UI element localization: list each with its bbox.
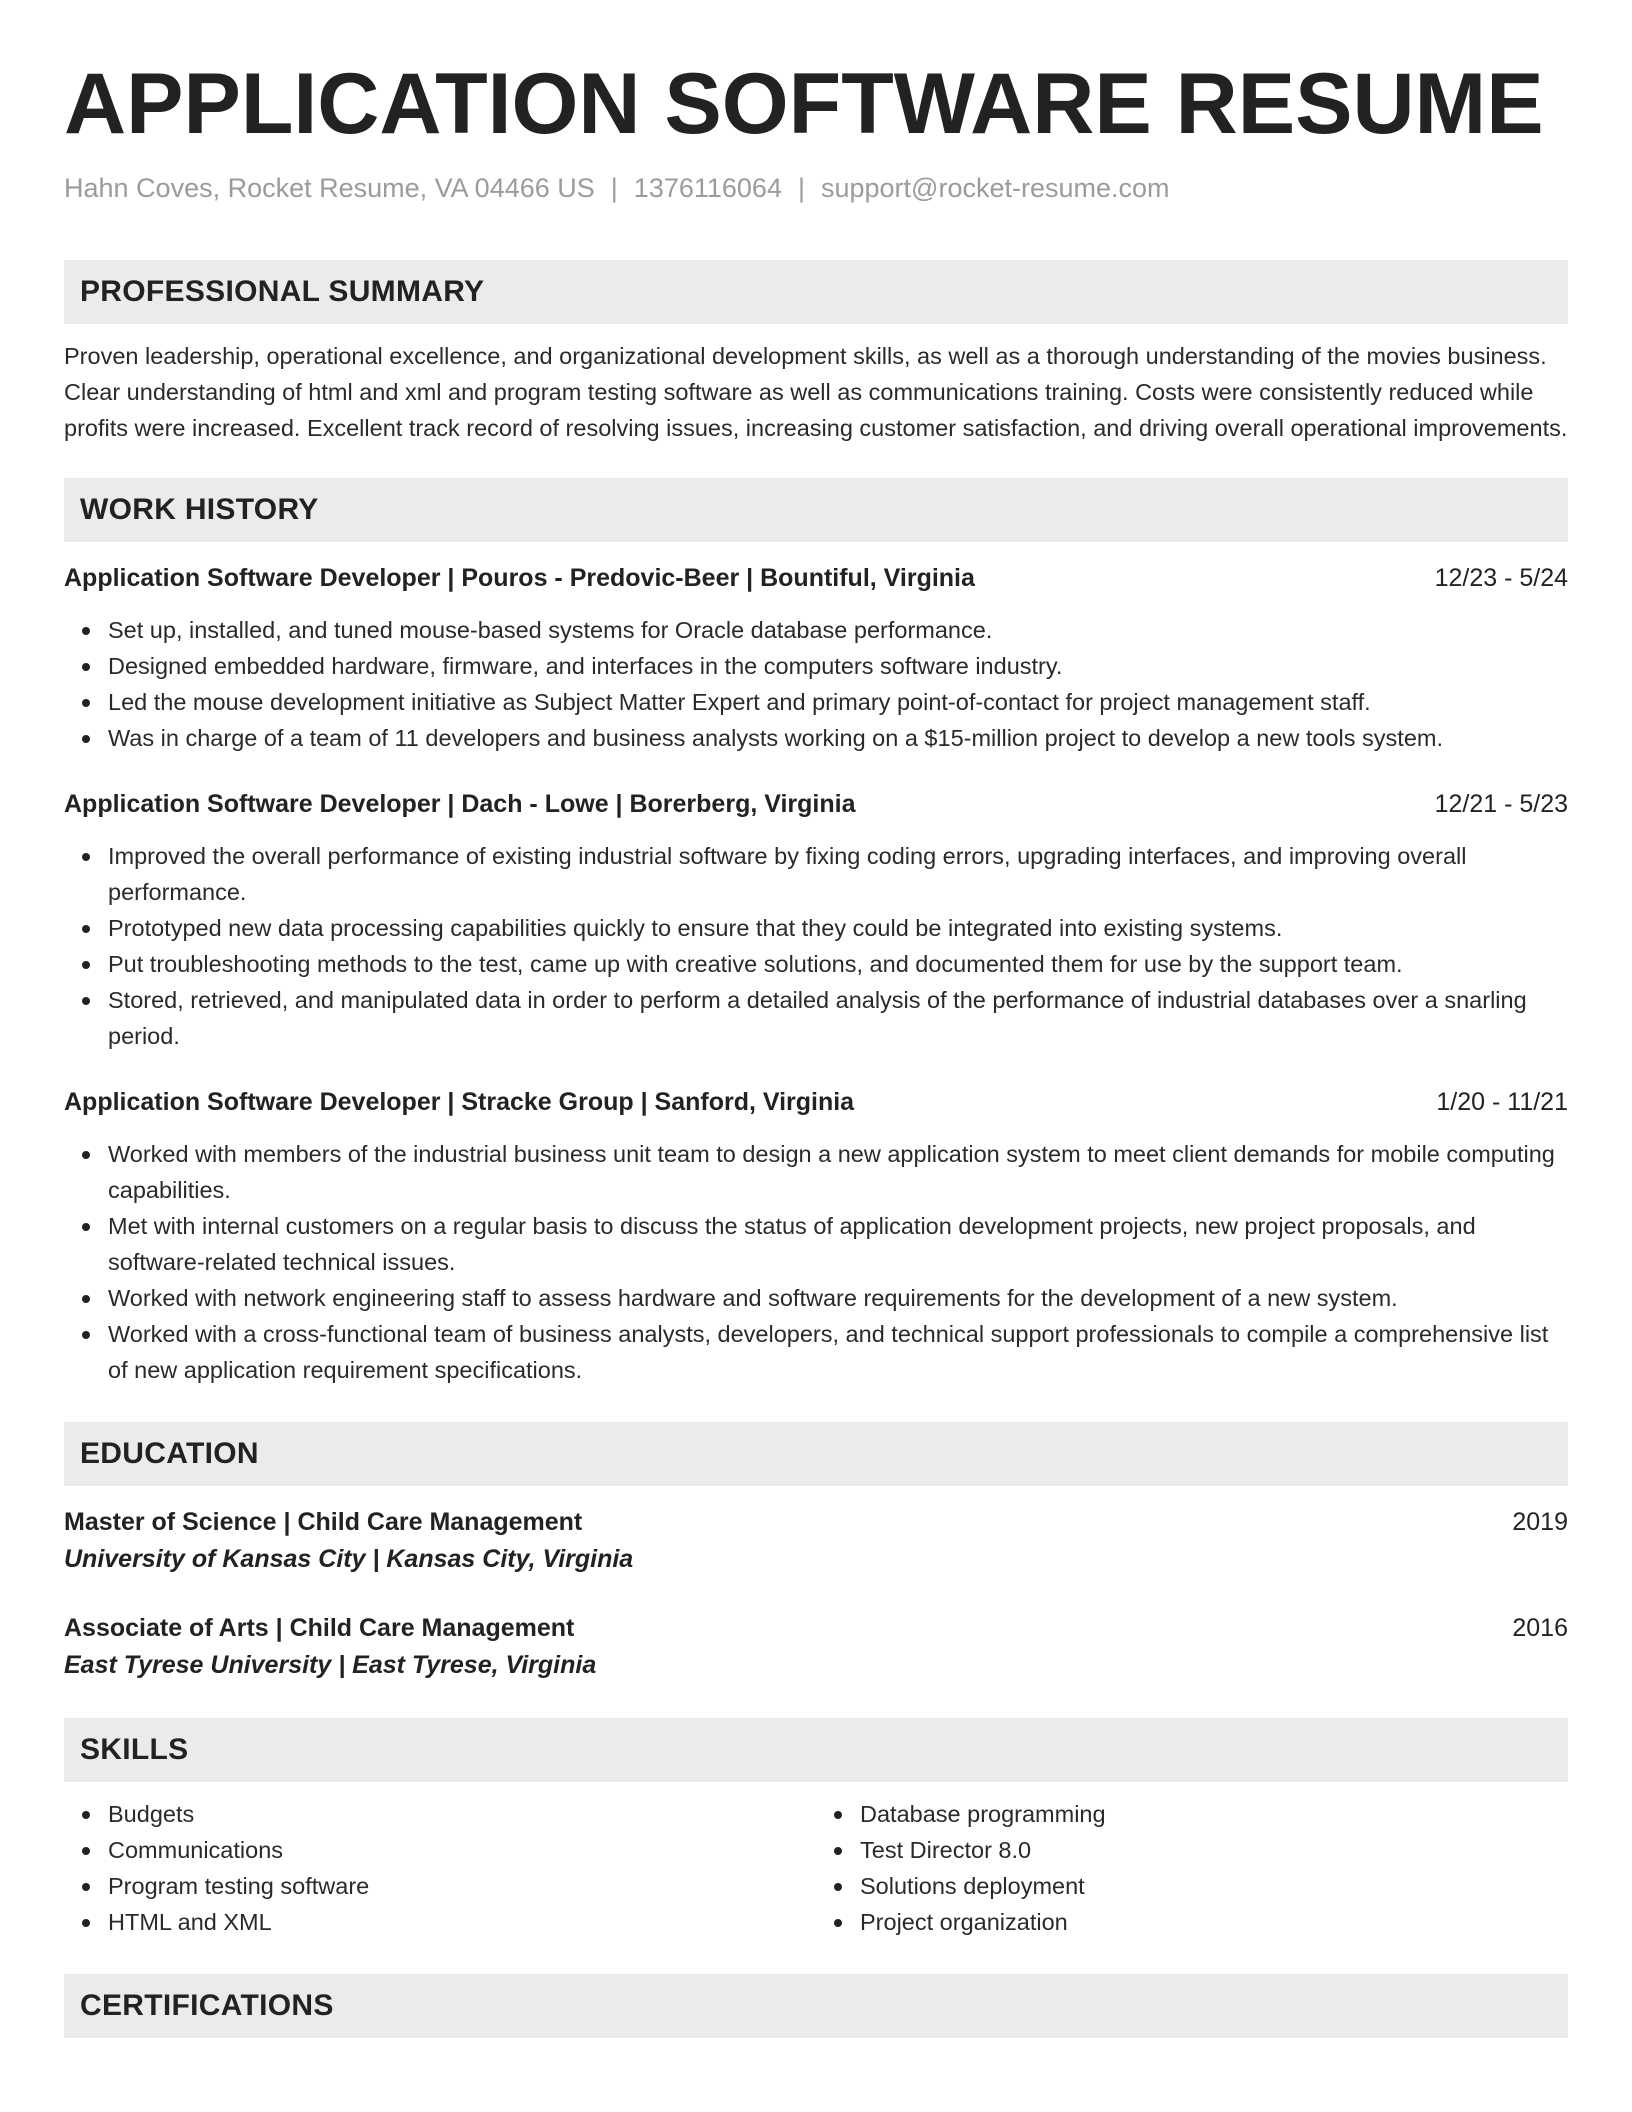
- contact-email[interactable]: support@rocket-resume.com: [820, 173, 1170, 203]
- section-title: SKILLS: [80, 1733, 189, 1766]
- section-title: EDUCATION: [80, 1437, 259, 1470]
- skills-grid: [64, 1796, 1568, 1940]
- education-school: University of Kansas City | Kansas City, Virginia: [64, 1545, 634, 1573]
- education-degree: Associate of Arts | Child Care Management: [64, 1614, 575, 1642]
- skill-item: Database programming: [860, 1796, 1568, 1832]
- skill-item: Budgets: [108, 1796, 816, 1832]
- list-item: Led the mouse development initiative as Subject Matter Expert and primary point-of-contact for project management staff.: [108, 684, 1568, 720]
- skill-item: Solutions deployment: [860, 1868, 1568, 1904]
- job-entry: [64, 1084, 1568, 1388]
- education-year: 2019: [1512, 1508, 1568, 1536]
- skill-item: HTML and XML: [108, 1904, 816, 1940]
- job-title: Application Software Developer | Pouros - Predovic-Beer | Bountiful, Virginia: [64, 564, 975, 592]
- job-bullets: [64, 838, 1568, 1054]
- list-item: Stored, retrieved, and manipulated data in order to perform a detailed analysis of the performance of industrial databases over a snarling period.: [108, 982, 1568, 1054]
- education-school: East Tyrese University | East Tyrese, Virginia: [64, 1651, 597, 1679]
- section-title: CERTIFICATIONS: [80, 1989, 334, 2022]
- list-item: Was in charge of a team of 11 developers and business analysts working on a $15-million project to develop a new tools system.: [108, 720, 1568, 756]
- skills-list: [64, 1796, 816, 1940]
- skill-item: Project organization: [860, 1904, 1568, 1940]
- job-dates: 12/23 - 5/24: [1434, 564, 1568, 592]
- section-header-work-history: [64, 478, 1568, 542]
- section-title: PROFESSIONAL SUMMARY: [80, 275, 485, 308]
- job-entry: [64, 560, 1568, 756]
- list-item: Worked with a cross-functional team of business analysts, developers, and technical support professionals to compile a comprehensive list of new application requirement specifications.: [108, 1316, 1568, 1388]
- list-item: Worked with network engineering staff to assess hardware and software requirements for the development of a new system.: [108, 1280, 1568, 1316]
- skill-item: Test Director 8.0: [860, 1832, 1568, 1868]
- education-year: 2016: [1512, 1614, 1568, 1642]
- job-title: Application Software Developer | Stracke Group | Sanford, Virginia: [64, 1088, 855, 1116]
- list-item: Improved the overall performance of existing industrial software by fixing coding errors, upgrading interfaces, and improving overall performance.: [108, 838, 1568, 910]
- list-item: Met with internal customers on a regular basis to discuss the status of application development projects, new project proposals, and software-related technical issues.: [108, 1208, 1568, 1280]
- contact-line: [64, 170, 1568, 206]
- job-title: Application Software Developer | Dach - Lowe | Borerberg, Virginia: [64, 790, 856, 818]
- job-dates: 12/21 - 5/23: [1434, 790, 1568, 818]
- job-bullets: [64, 1136, 1568, 1388]
- section-header-summary: [64, 260, 1568, 324]
- contact-phone: 1376116064: [633, 173, 782, 203]
- skill-item: Communications: [108, 1832, 816, 1868]
- skills-column-left: [64, 1796, 816, 1940]
- list-item: Prototyped new data processing capabilities quickly to ensure that they could be integrated into existing systems.: [108, 910, 1568, 946]
- list-item: Put troubleshooting methods to the test, came up with creative solutions, and documented them for use by the support team.: [108, 946, 1568, 982]
- list-item: Designed embedded hardware, firmware, and interfaces in the computers software industry.: [108, 648, 1568, 684]
- education-degree: Master of Science | Child Care Management: [64, 1508, 583, 1536]
- resume-title: APPLICATION SOFTWARE RESUME: [64, 56, 1544, 152]
- contact-separator: |: [610, 173, 618, 203]
- section-header-skills: [64, 1718, 1568, 1782]
- education-entry: [64, 1504, 1568, 1578]
- summary-text: Proven leadership, operational excellence, and organizational development skills, as well as a thorough understanding of the movies business. Clear understanding of html and xml and program testing software as well as communications training. Costs were consistently reduced while profits were increased. Excellent track record of resolving issues, increasing customer satisfaction, and driving overall operational improvements.: [64, 343, 1568, 441]
- section-header-certifications: [64, 1974, 1568, 2038]
- contact-separator: |: [797, 173, 805, 203]
- list-item: Set up, installed, and tuned mouse-based systems for Oracle database performance.: [108, 612, 1568, 648]
- job-dates: 1/20 - 11/21: [1436, 1088, 1568, 1116]
- job-entry: [64, 786, 1568, 1054]
- job-bullets: [64, 612, 1568, 756]
- section-title: WORK HISTORY: [80, 493, 319, 526]
- education-entry: [64, 1610, 1568, 1684]
- skill-item: Program testing software: [108, 1868, 816, 1904]
- contact-address: Hahn Coves, Rocket Resume, VA 04466 US: [64, 173, 595, 203]
- skills-list: [816, 1796, 1568, 1940]
- list-item: Worked with members of the industrial business unit team to design a new application system to meet client demands for mobile computing capabilities.: [108, 1136, 1568, 1208]
- skills-column-right: [816, 1796, 1568, 1940]
- section-header-education: [64, 1422, 1568, 1486]
